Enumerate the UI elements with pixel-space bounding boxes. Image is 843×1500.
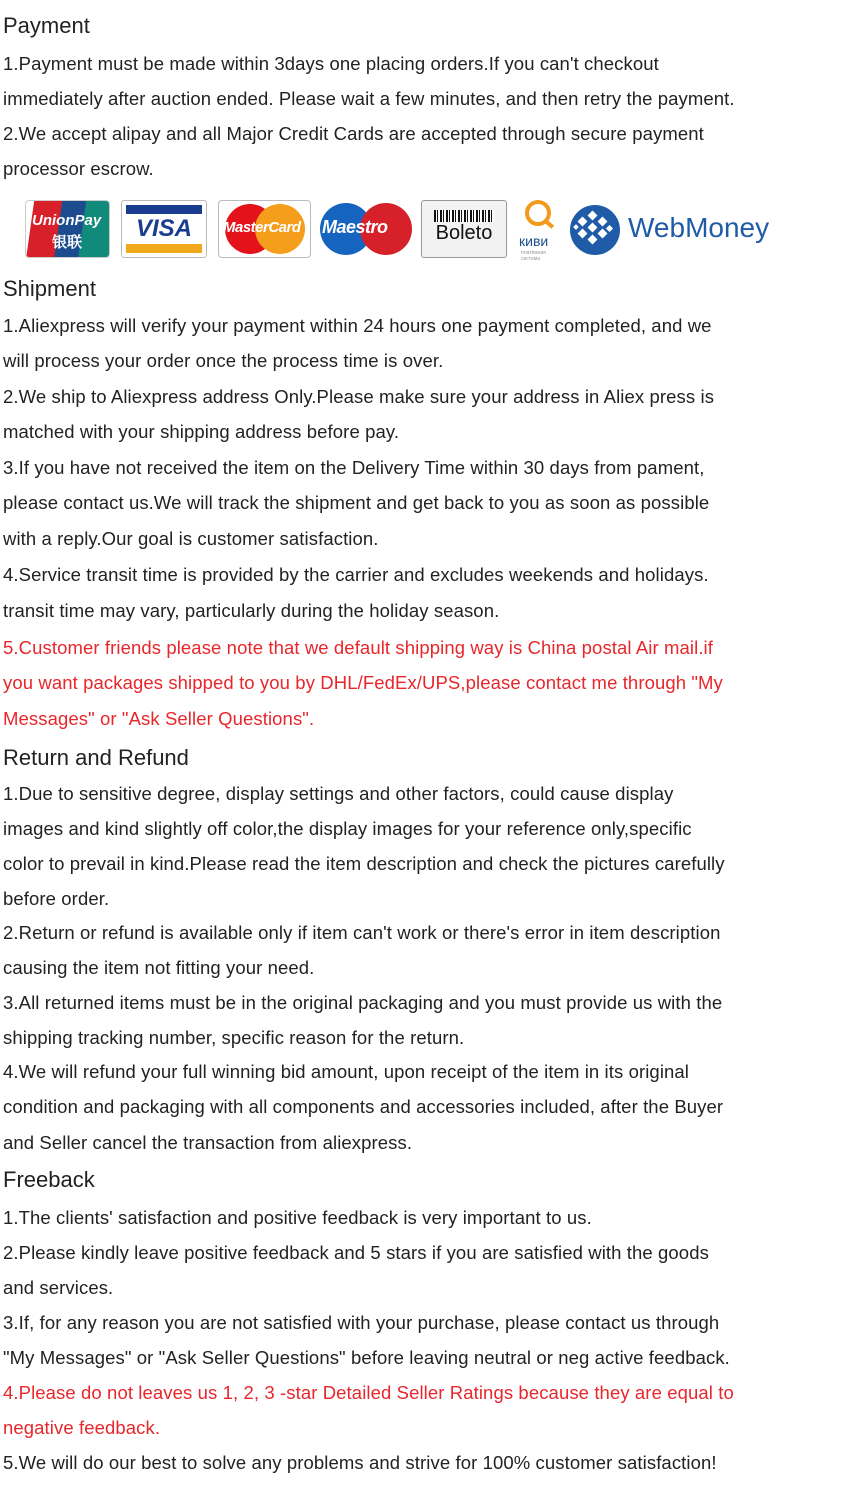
refund-title: Return and Refund: [3, 745, 189, 770]
shipment-line: 1.Aliexpress will verify your payment within 24 hours one payment completed, and we: [3, 315, 712, 336]
feedback-notice-line: 4.Please do not leaves us 1, 2, 3 -star Detailed Seller Ratings because they are equal to: [3, 1382, 734, 1403]
feedback-notice-line: negative feedback.: [3, 1417, 161, 1438]
shipment-line: please contact us.We will track the shipment and get back to you as soon as possible: [3, 492, 710, 513]
refund-line: causing the item not fitting your need.: [3, 957, 315, 978]
refund-line: 1.Due to sensitive degree, display settings and other factors, could cause display: [3, 783, 674, 804]
refund-line: 4.We will refund your full winning bid amount, upon receipt of the item in its original: [3, 1061, 690, 1082]
unionpay-logo-text: UnionPay: [32, 212, 102, 229]
feedback-line: 1.The clients' satisfaction and positive feedback is very important to us.: [3, 1207, 592, 1228]
shipment-line: transit time may vary, particularly during the holiday season.: [3, 600, 500, 621]
refund-line: color to prevail in kind.Please read the item description and check the pictures carefully: [3, 853, 725, 874]
unionpay-logo-chinese: 银联: [52, 234, 83, 251]
feedback-line: "My Messages" or "Ask Seller Questions" before leaving neutral or neg active feedback.: [3, 1347, 730, 1368]
barcode-icon: [434, 210, 494, 222]
feedback-line: 3.If, for any reason you are not satisfied with your purchase, please contact us through: [3, 1312, 720, 1333]
shipment-line: 4.Service transit time is provided by the carrier and excludes weekends and holidays.: [3, 564, 709, 585]
mastercard-logo-text: MasterCard: [223, 219, 301, 236]
webmoney-logo-text: WebMoney: [628, 212, 770, 243]
payment-line: 2.We accept alipay and all Major Credit Cards are accepted through secure payment: [3, 123, 704, 144]
shipment-line: matched with your shipping address before pay.: [3, 421, 400, 442]
qiwi-logo-text: киви: [519, 233, 549, 249]
payment-line: immediately after auction ended. Please wait a few minutes, and then retry the payment.: [3, 88, 735, 109]
shipment-line: will process your order once the process time is over.: [3, 350, 444, 371]
boleto-logo: [421, 200, 507, 258]
refund-line: 3.All returned items must be in the original packaging and you must provide us with the: [3, 992, 723, 1013]
refund-line: and Seller cancel the transaction from aliexpress.: [3, 1132, 413, 1153]
unionpay-logo: [25, 200, 110, 258]
feedback-line: 2.Please kindly leave positive feedback and 5 stars if you are satisfied with the goods: [3, 1242, 709, 1263]
shipment-line: 3.If you have not received the item on the Delivery Time within 30 days from pament,: [3, 457, 705, 478]
shipment-notice-line: you want packages shipped to you by DHL/FedEx/UPS,please contact me through "My: [3, 672, 723, 693]
visa-logo-text: VISA: [135, 215, 192, 242]
refund-line: images and kind slightly off color,the display images for your reference only,specific: [3, 818, 692, 839]
feedback-line: and services.: [3, 1277, 114, 1298]
webmoney-globe-icon: [569, 204, 621, 256]
visa-logo: [121, 200, 207, 258]
refund-line: before order.: [3, 888, 110, 909]
payment-line: 1.Payment must be made within 3days one placing orders.If you can't checkout: [3, 53, 659, 74]
maestro-logo: [320, 200, 412, 258]
shipment-line: with a reply.Our goal is customer satisfaction.: [3, 528, 379, 549]
payment-line: processor escrow.: [3, 158, 154, 179]
shipment-line: 2.We ship to Aliexpress address Only.Please make sure your address in Aliex press is: [3, 386, 715, 407]
mastercard-logo: [218, 200, 311, 258]
shipment-title: Shipment: [3, 276, 96, 301]
webmoney-logo: [569, 200, 769, 258]
payment-title: Payment: [3, 13, 90, 38]
feedback-title: Freeback: [3, 1167, 95, 1192]
refund-line: condition and packaging with all components and accessories included, after the Buyer: [3, 1096, 724, 1117]
feedback-line: 5.We will do our best to solve any problems and strive for 100% customer satisfaction!: [3, 1452, 717, 1473]
shipment-notice-line: 5.Customer friends please note that we default shipping way is China postal Air mail.if: [3, 637, 714, 658]
shipment-notice-line: Messages" or "Ask Seller Questions".: [3, 708, 315, 729]
refund-line: shipping tracking number, specific reason for the return.: [3, 1027, 465, 1048]
maestro-logo-text: Maestro: [322, 217, 388, 237]
qiwi-logo-subtext: платёжная система: [521, 250, 546, 262]
refund-line: 2.Return or refund is available only if item can't work or there's error in item description: [3, 922, 721, 943]
qiwi-logo: [516, 200, 562, 262]
boleto-logo-text: Boleto: [435, 222, 493, 244]
